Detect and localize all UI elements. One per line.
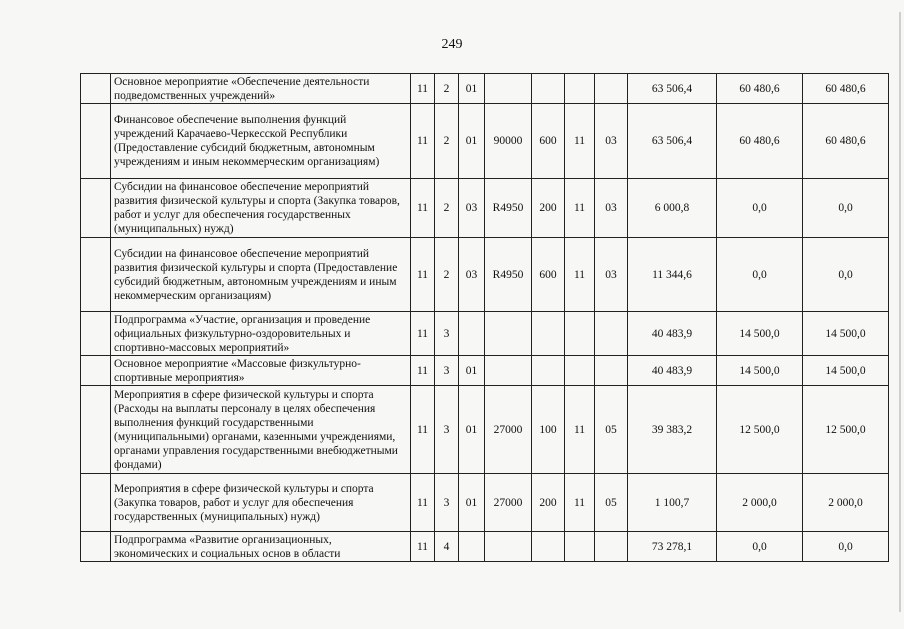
subsection-code-cell: 3 xyxy=(435,356,459,386)
direction-code-cell: 27000 xyxy=(485,386,532,474)
function-subsection-cell xyxy=(595,356,628,386)
function-section-cell xyxy=(565,74,595,104)
subsection-code-cell: 2 xyxy=(435,74,459,104)
table-row xyxy=(81,386,889,474)
amount-year-1-cell: 63 506,4 xyxy=(628,74,717,104)
function-section-cell: 11 xyxy=(565,386,595,474)
section-code-cell: 11 xyxy=(411,74,435,104)
program-code-cell: 01 xyxy=(459,474,485,532)
row-name-cell: Основное мероприятие «Обеспечение деятельности подведомственных учреждений» xyxy=(111,74,411,104)
direction-code-cell xyxy=(485,356,532,386)
amount-year-2-cell: 60 480,6 xyxy=(717,74,803,104)
program-code-cell: 01 xyxy=(459,356,485,386)
amount-year-2-cell: 12 500,0 xyxy=(717,386,803,474)
subsection-code-cell: 4 xyxy=(435,532,459,562)
direction-code-cell: R4950 xyxy=(485,179,532,238)
amount-year-1-cell: 40 483,9 xyxy=(628,312,717,356)
amount-year-3-cell: 0,0 xyxy=(803,179,889,238)
table-row xyxy=(81,238,889,312)
amount-year-1-cell: 73 278,1 xyxy=(628,532,717,562)
subsection-code-cell: 2 xyxy=(435,238,459,312)
amount-year-1-cell: 6 000,8 xyxy=(628,179,717,238)
amount-year-1-cell: 39 383,2 xyxy=(628,386,717,474)
expense-type-cell: 100 xyxy=(532,386,565,474)
function-section-cell: 11 xyxy=(565,104,595,179)
table-row xyxy=(81,474,889,532)
program-code-cell: 03 xyxy=(459,238,485,312)
amount-year-2-cell: 0,0 xyxy=(717,532,803,562)
amount-year-3-cell: 0,0 xyxy=(803,532,889,562)
amount-year-2-cell: 0,0 xyxy=(717,238,803,312)
program-code-cell xyxy=(459,532,485,562)
amount-year-1-cell: 11 344,6 xyxy=(628,238,717,312)
direction-code-cell: 27000 xyxy=(485,474,532,532)
direction-code-cell: R4950 xyxy=(485,238,532,312)
function-subsection-cell: 03 xyxy=(595,238,628,312)
section-code-cell: 11 xyxy=(411,356,435,386)
row-index-cell xyxy=(81,104,111,179)
amount-year-2-cell: 60 480,6 xyxy=(717,104,803,179)
function-section-cell: 11 xyxy=(565,474,595,532)
row-index-cell xyxy=(81,356,111,386)
expense-type-cell xyxy=(532,74,565,104)
row-index-cell xyxy=(81,532,111,562)
budget-table xyxy=(80,73,889,562)
amount-year-1-cell: 63 506,4 xyxy=(628,104,717,179)
function-subsection-cell xyxy=(595,532,628,562)
function-section-cell xyxy=(565,356,595,386)
section-code-cell: 11 xyxy=(411,238,435,312)
subsection-code-cell: 2 xyxy=(435,104,459,179)
subsection-code-cell: 3 xyxy=(435,386,459,474)
table-row xyxy=(81,312,889,356)
direction-code-cell xyxy=(485,312,532,356)
subsection-code-cell: 3 xyxy=(435,474,459,532)
amount-year-2-cell: 0,0 xyxy=(717,179,803,238)
section-code-cell: 11 xyxy=(411,104,435,179)
amount-year-3-cell: 60 480,6 xyxy=(803,74,889,104)
table-row xyxy=(81,356,889,386)
scan-edge xyxy=(899,12,901,612)
direction-code-cell: 90000 xyxy=(485,104,532,179)
direction-code-cell xyxy=(485,74,532,104)
expense-type-cell xyxy=(532,356,565,386)
function-subsection-cell: 03 xyxy=(595,179,628,238)
amount-year-2-cell: 2 000,0 xyxy=(717,474,803,532)
page-number: 249 xyxy=(441,37,463,52)
amount-year-3-cell: 0,0 xyxy=(803,238,889,312)
row-index-cell xyxy=(81,474,111,532)
row-name-cell: Основное мероприятие «Массовые физкультурно-спортивные мероприятия» xyxy=(111,356,411,386)
row-name-cell: Субсидии на финансовое обеспечение мероприятий развития физической культуры и спорта (Закупка товаров, работ и услуг для обеспечения государственных (муниципальных) нужд) xyxy=(111,179,411,238)
subsection-code-cell: 2 xyxy=(435,179,459,238)
amount-year-3-cell: 60 480,6 xyxy=(803,104,889,179)
function-section-cell xyxy=(565,532,595,562)
amount-year-3-cell: 2 000,0 xyxy=(803,474,889,532)
section-code-cell: 11 xyxy=(411,312,435,356)
program-code-cell: 01 xyxy=(459,74,485,104)
amount-year-3-cell: 14 500,0 xyxy=(803,312,889,356)
expense-type-cell: 600 xyxy=(532,238,565,312)
row-index-cell xyxy=(81,386,111,474)
row-name-cell: Подпрограмма «Развитие организационных, экономических и социальных основ в области xyxy=(111,532,411,562)
row-index-cell xyxy=(81,74,111,104)
expense-type-cell: 200 xyxy=(532,179,565,238)
table-row xyxy=(81,74,889,104)
amount-year-1-cell: 40 483,9 xyxy=(628,356,717,386)
section-code-cell: 11 xyxy=(411,386,435,474)
section-code-cell: 11 xyxy=(411,179,435,238)
direction-code-cell xyxy=(485,532,532,562)
row-index-cell xyxy=(81,179,111,238)
table-row xyxy=(81,179,889,238)
row-index-cell xyxy=(81,238,111,312)
amount-year-2-cell: 14 500,0 xyxy=(717,312,803,356)
amount-year-3-cell: 12 500,0 xyxy=(803,386,889,474)
amount-year-2-cell: 14 500,0 xyxy=(717,356,803,386)
row-name-cell: Субсидии на финансовое обеспечение мероприятий развития физической культуры и спорта (Предоставление субсидий бюджетным, автономным учреждениям и иным некоммерческим организациям) xyxy=(111,238,411,312)
function-subsection-cell: 05 xyxy=(595,386,628,474)
expense-type-cell: 200 xyxy=(532,474,565,532)
function-subsection-cell xyxy=(595,74,628,104)
row-name-cell: Финансовое обеспечение выполнения функций учреждений Карачаево-Черкесской Республики (Предоставление субсидий бюджетным, автономным учреждениям и иным некоммерческим организациям) xyxy=(111,104,411,179)
expense-type-cell xyxy=(532,532,565,562)
row-name-cell: Мероприятия в сфере физической культуры и спорта (Расходы на выплаты персоналу в целях обеспечения выполнения функций государственными (муниципальными) органами, казенными учреждениями, органами управления государственными внебюджетными фондами) xyxy=(111,386,411,474)
program-code-cell xyxy=(459,312,485,356)
section-code-cell: 11 xyxy=(411,474,435,532)
program-code-cell: 01 xyxy=(459,386,485,474)
expense-type-cell: 600 xyxy=(532,104,565,179)
row-name-cell: Подпрограмма «Участие, организация и проведение официальных физкультурно-оздоровительных и спортивно-массовых мероприятий» xyxy=(111,312,411,356)
amount-year-3-cell: 14 500,0 xyxy=(803,356,889,386)
expense-type-cell xyxy=(532,312,565,356)
function-section-cell xyxy=(565,312,595,356)
table-row xyxy=(81,104,889,179)
function-section-cell: 11 xyxy=(565,238,595,312)
program-code-cell: 03 xyxy=(459,179,485,238)
function-subsection-cell xyxy=(595,312,628,356)
row-index-cell xyxy=(81,312,111,356)
table-row xyxy=(81,532,889,562)
function-subsection-cell: 03 xyxy=(595,104,628,179)
section-code-cell: 11 xyxy=(411,532,435,562)
subsection-code-cell: 3 xyxy=(435,312,459,356)
program-code-cell: 01 xyxy=(459,104,485,179)
function-subsection-cell: 05 xyxy=(595,474,628,532)
row-name-cell: Мероприятия в сфере физической культуры и спорта (Закупка товаров, работ и услуг для обеспечения государственных (муниципальных) нужд) xyxy=(111,474,411,532)
amount-year-1-cell: 1 100,7 xyxy=(628,474,717,532)
function-section-cell: 11 xyxy=(565,179,595,238)
